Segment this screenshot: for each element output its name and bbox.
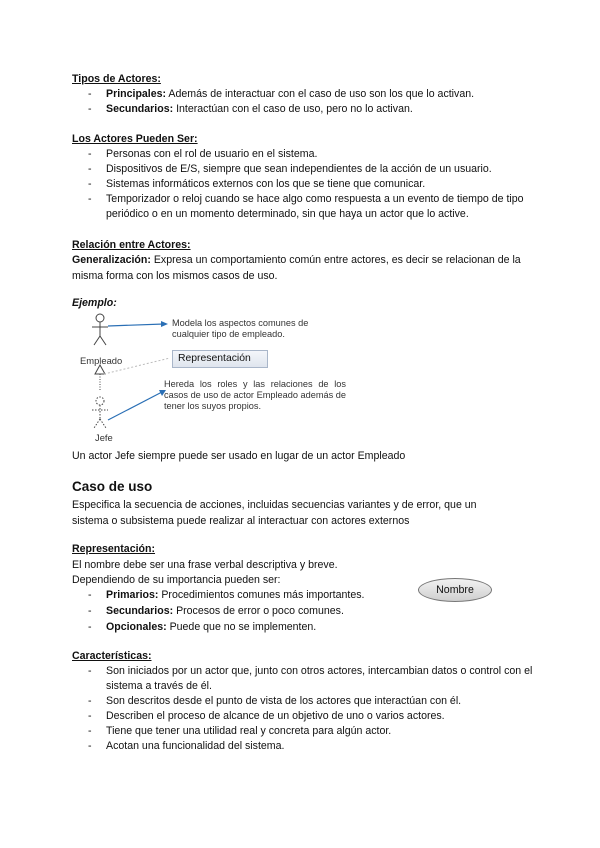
list-item: - Temporizador o reloj cuando se hace algo como respuesta a un evento de tiempo de tipo periódico o en un momento determinado, sin que haya un actor que lo active. xyxy=(88,193,524,220)
list-item: - Describen el proceso de alcance de un objetivo de uno o varios actores. xyxy=(88,710,445,722)
relacion-heading: Relación entre Actores: xyxy=(72,239,191,251)
list-item: - Primarios: Procedimientos comunes más importantes. xyxy=(88,589,365,601)
use-case-ellipse: Nombre xyxy=(418,578,492,602)
annotation-arrows xyxy=(100,310,180,430)
list-item: - Son iniciados por un actor que, junto con otros actores, intercambian datos o control con el sistema a través de él. xyxy=(88,665,533,692)
ejemplo-caption: Un actor Jefe siempre puede ser usado en lugar de un actor Empleado xyxy=(72,450,406,462)
ejemplo-label: Ejemplo: xyxy=(72,297,117,309)
actores-pueden-ser-list xyxy=(72,147,532,222)
relacion-paragraph: Generalización: Expresa un comportamiento común entre actores, es decir se relacionan de la misma forma con los mismos casos de uso. xyxy=(72,254,521,282)
caracteristicas-list xyxy=(72,664,534,754)
caracteristicas-heading: Características: xyxy=(72,650,152,662)
caso-de-uso-title: Caso de uso xyxy=(72,479,153,494)
note-jefe: Hereda los roles y las relaciones de los casos de uso de actor Empleado además de tener los suyos propios. xyxy=(164,379,346,411)
actor-jefe-label: Jefe xyxy=(95,432,113,443)
list-item: - Sistemas informáticos externos con los que se tiene que comunicar. xyxy=(88,178,426,190)
representacion-list xyxy=(72,587,412,635)
representacion-heading: Representación: xyxy=(72,543,156,555)
list-item: - Secundarios: Interactúan con el caso de uso, pero no lo activan. xyxy=(88,103,413,115)
caso-de-uso-description: Especifica la secuencia de acciones, incluidas secuencias variantes y de error, que un sistema o subsistema puede realizar al interactuar con actores externos xyxy=(72,499,477,527)
list-item: - Opcionales: Puede que no se implementen. xyxy=(88,621,317,633)
list-item: - Son descritos desde el punto de vista de los actores que interactúan con él. xyxy=(88,695,462,707)
tipos-actores-list xyxy=(72,87,532,117)
note-empleado: Modela los aspectos comunes de cualquier tipo de empleado. xyxy=(172,318,309,339)
list-item: - Dispositivos de E/S, siempre que sean independientes de la acción de un usuario. xyxy=(88,163,492,175)
actores-pueden-ser-heading: Los Actores Pueden Ser: xyxy=(72,133,198,145)
list-item: - Tiene que tener una utilidad real y concreta para algún actor. xyxy=(88,725,392,737)
representacion-box: Representación xyxy=(172,350,268,368)
tipos-actores-heading: Tipos de Actores: xyxy=(72,73,161,85)
list-item: - Secundarios: Procesos de error o poco comunes. xyxy=(88,605,344,617)
representacion-line2: Dependiendo de su importancia pueden ser: xyxy=(72,574,281,586)
representacion-line1: El nombre debe ser una frase verbal descriptiva y breve. xyxy=(72,559,338,571)
list-item: - Personas con el rol de usuario en el sistema. xyxy=(88,148,318,160)
list-item: - Acotan una funcionalidad del sistema. xyxy=(88,740,285,752)
actor-empleado-label: Empleado xyxy=(80,355,123,366)
list-item: - Principales: Además de interactuar con el caso de uso son los que lo activan. xyxy=(88,88,475,100)
